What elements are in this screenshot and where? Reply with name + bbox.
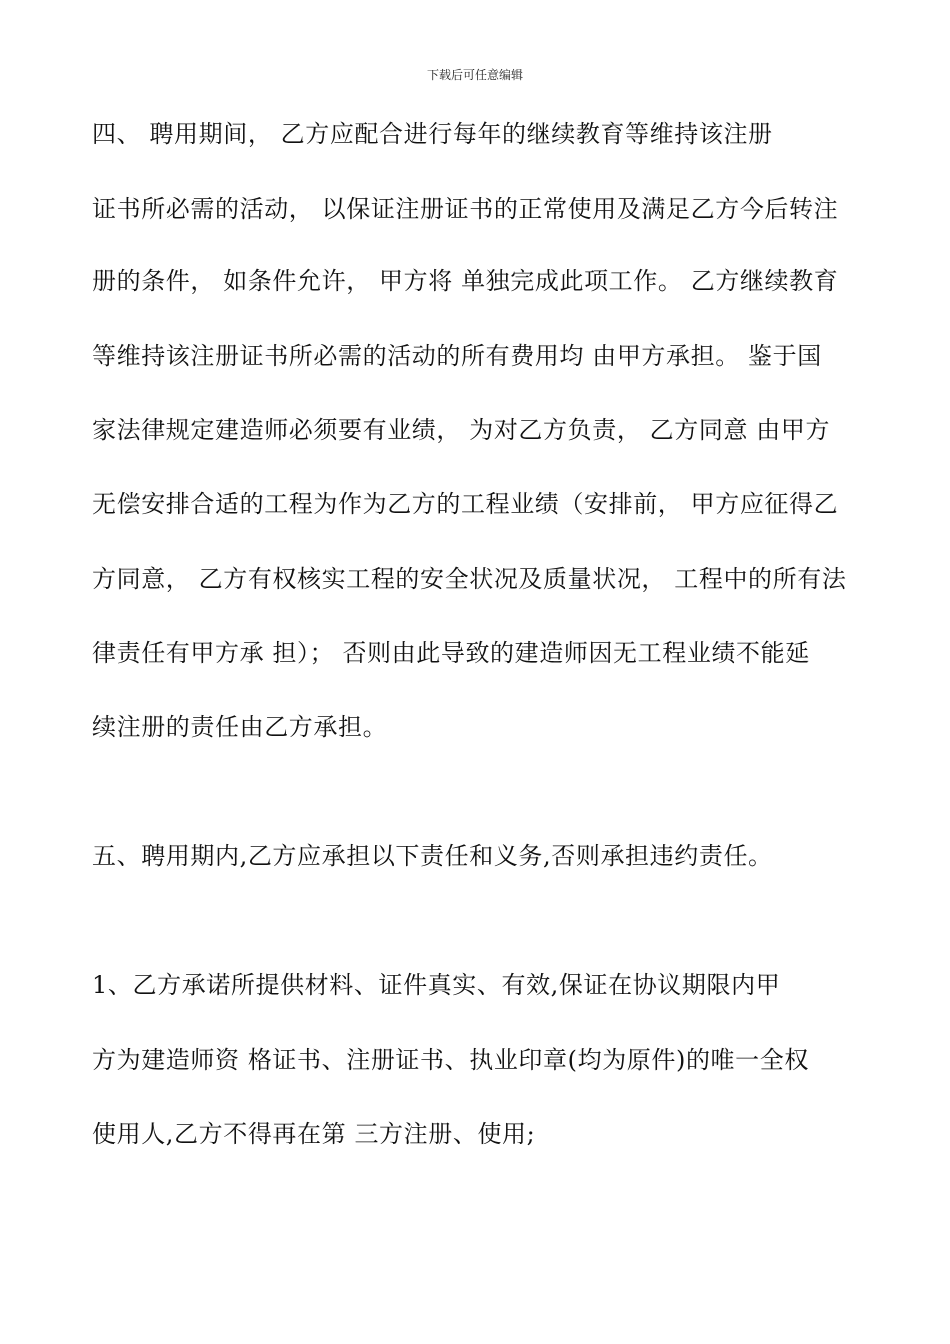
text-line: 方为建造师资 格证书、注册证书、执业印章(均为原件)的唯一全权 xyxy=(92,1046,809,1074)
text-line: 方同意， 乙方有权核实工程的安全状况及质量状况， 工程中的所有法 xyxy=(92,565,847,593)
text-line: 律责任有甲方承 担）； 否则由此导致的建造师因无工程业绩不能延 xyxy=(92,639,810,667)
page-header-note: 下载后可任意编辑 xyxy=(426,68,523,82)
text-line: 等维持该注册证书所必需的活动的所有费用均 由甲方承担。 鉴于国 xyxy=(92,342,822,370)
text-line: 续注册的责任由乙方承担。 xyxy=(92,713,388,741)
text-line: 证书所必需的活动， 以保证注册证书的正常使用及满足乙方今后转注 xyxy=(92,195,839,223)
text-line: 使用人,乙方不得再在第 三方注册、使用; xyxy=(92,1120,536,1148)
text-line: 无偿安排合适的工程为作为乙方的工程业绩（安排前， 甲方应征得乙 xyxy=(92,490,839,518)
text-line: 册的条件， 如条件允许， 甲方将 单独完成此项工作。 乙方继续教育 xyxy=(92,267,839,295)
section-5-heading: 五、聘用期内,乙方应承担以下责任和义务,否则承担违约责任。 xyxy=(92,842,773,870)
text-line: 1、乙方承诺所提供材料、证件真实、有效,保证在协议期限内甲 xyxy=(92,971,781,999)
text-line: 家法律规定建造师必须要有业绩， 为对乙方负责， 乙方同意 由甲方 xyxy=(92,416,831,444)
text-line: 四、 聘用期间， 乙方应配合进行每年的继续教育等维持该注册 xyxy=(92,120,773,148)
